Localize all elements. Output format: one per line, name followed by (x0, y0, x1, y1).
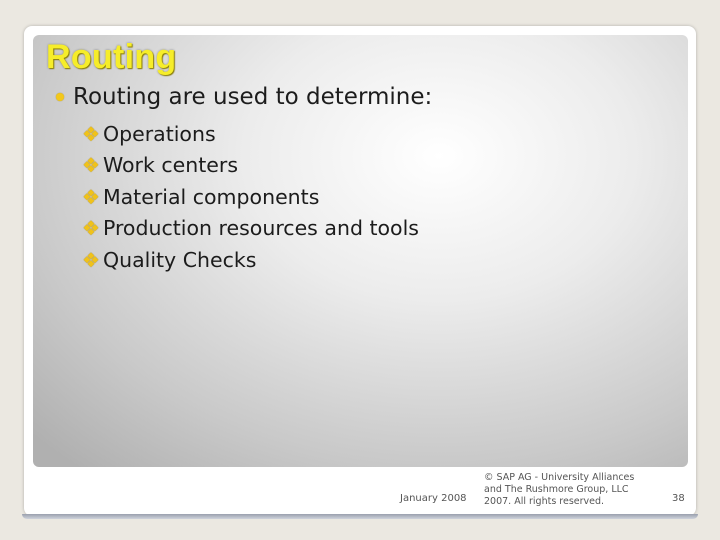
diamond-bullet-icon: ❖ (82, 153, 100, 178)
diamond-bullet-icon: ❖ (82, 216, 100, 241)
bullet-dot-icon (56, 93, 64, 101)
slide-bottom-edge (22, 514, 698, 519)
sub-bullet-text: Operations (102, 121, 216, 146)
diamond-bullet-icon: ❖ (82, 184, 100, 209)
sub-bullet-item (82, 118, 419, 150)
sub-bullet-list (82, 118, 419, 276)
sub-bullet-item (82, 150, 419, 182)
slide-title: Routing (46, 38, 177, 76)
diamond-bullet-icon: ❖ (82, 121, 100, 146)
main-bullet (56, 84, 432, 110)
footer-date: January 2008 (400, 493, 467, 504)
sub-bullet-text: Work centers (102, 153, 238, 178)
page-number: 38 (672, 493, 685, 504)
footer-copyright: © SAP AG - University Alliances and The Rushmore Group, LLC 2007. All rights reserved. (484, 472, 635, 507)
sub-bullet-item (82, 213, 419, 245)
sub-bullet-item (82, 181, 419, 213)
diamond-bullet-icon: ❖ (82, 247, 100, 272)
sub-bullet-text: Production resources and tools (102, 216, 419, 241)
sub-bullet-item (82, 244, 419, 276)
main-bullet-text: Routing are used to determine: (73, 84, 433, 110)
sub-bullet-text: Material components (102, 184, 320, 209)
sub-bullet-text: Quality Checks (102, 247, 257, 272)
